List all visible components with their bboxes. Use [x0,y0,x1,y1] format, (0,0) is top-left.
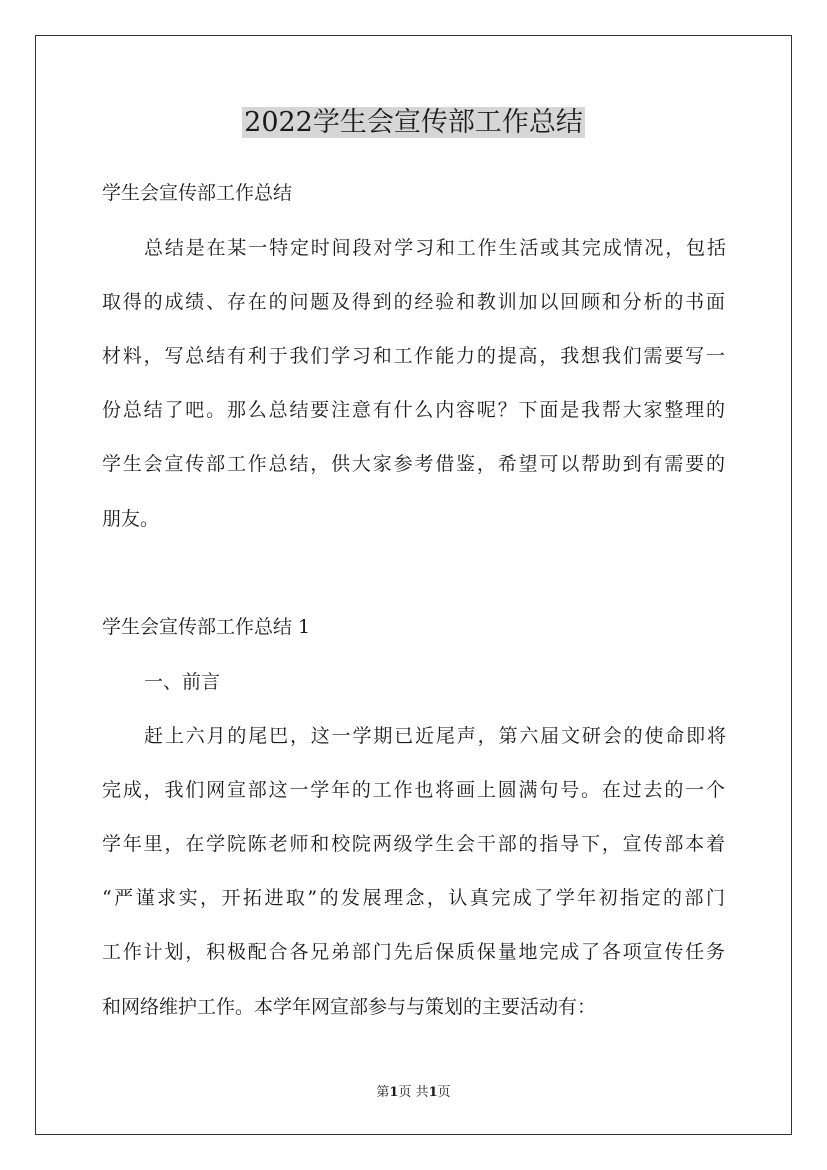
intro-line: 取得的成绩、存在的问题及得到的经验和教训加以回顾和分析的书面 [102,291,725,313]
body-line: 工作计划，积极配合各兄弟部门先后保质保量地完成了各项宣传任务 [102,941,725,963]
heading-secondary: 学生会宣传部工作总结 1 [102,616,311,638]
footer-suffix: 页 [437,1085,451,1100]
footer-middle: 页 共 [398,1085,429,1100]
intro-line: 材料，写总结有利于我们学习和工作能力的提高，我想我们需要写一 [102,345,725,367]
body-line: 赶上六月的尾巴，这一学期已近尾声，第六届文研会的使命即将 [144,725,726,747]
document-title-text: 2022学生会宣传部工作总结 [244,107,583,138]
page-footer [0,1084,827,1102]
heading-primary: 学生会宣传部工作总结 [102,182,293,204]
intro-line: 总结是在某一特定时间段对学习和工作生活或其完成情况，包括 [144,237,726,259]
body-line: 完成，我们网宣部这一学年的工作也将画上圆满句号。在过去的一个 [102,779,725,801]
section-heading: 一、前言 [144,671,221,693]
intro-line: 份总结了吧。那么总结要注意有什么内容呢？下面是我帮大家整理的 [102,399,725,421]
intro-line: 朋友。 [102,508,160,530]
intro-line: 学生会宣传部工作总结，供大家参考借鉴，希望可以帮助到有需要的 [102,453,725,475]
body-line: “严谨求实，开拓进取”的发展理念，认真完成了学年初指定的部门 [102,887,725,909]
document-title [0,103,827,143]
footer-prefix: 第 [376,1085,390,1100]
footer-total-pages: 1 [428,1085,438,1100]
body-line: 和网络维护工作。本学年网宣部参与与策划的主要活动有： [102,996,597,1018]
footer-current-page: 1 [389,1085,399,1100]
body-line: 学年里，在学院陈老师和校院两级学生会干部的指导下，宣传部本着 [102,833,725,855]
